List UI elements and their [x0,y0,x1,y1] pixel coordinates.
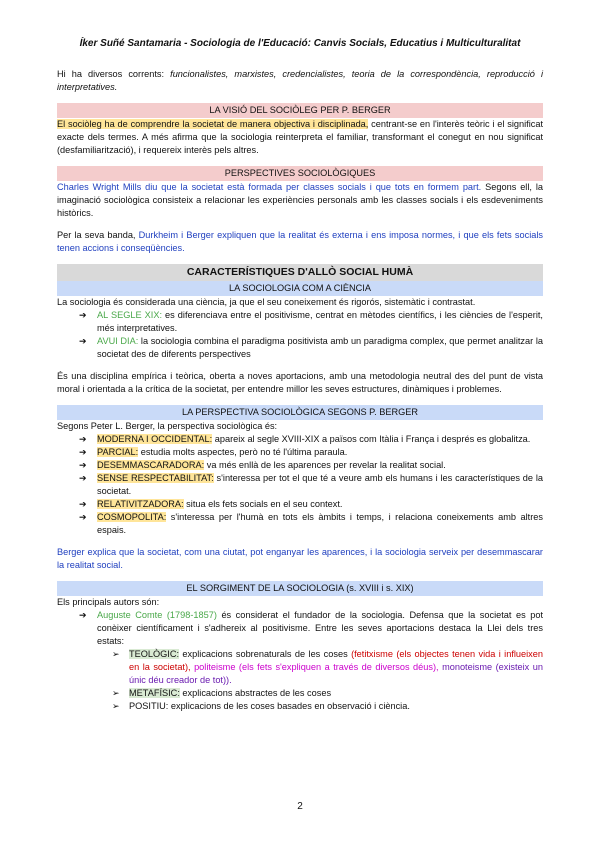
sub-arrow-icon: ➢ [112,701,120,711]
arrow-icon: ➔ [79,610,87,620]
section-title-berger-perspective: LA PERSPECTIVA SOCIOLÒGICA SEGONS P. BERGER [57,405,543,420]
metafisic-label: METAFÍSIC: [129,688,180,698]
main-section-title: CARACTERÍSTIQUES D'ALLÒ SOCIAL HUMÀ [57,264,543,281]
berger-perspective-list [57,433,543,537]
sub-arrow-icon: ➢ [112,688,120,698]
list-item [57,309,543,335]
intro-currents: funcionalistes, marxistes, credencialistes, teoria de la correspondència, reproducció i interpretatives. [57,69,543,92]
arrow-icon: ➔ [79,336,87,346]
list-item [57,472,543,498]
item-label: RELATIVITZADORA: [97,499,184,509]
durkheim-lead: Per la seva banda, [57,230,139,240]
berger-city-paragraph: Berger explica que la societat, com una ciutat, pot enganyar les aparences, i la sociologia serveix per desemmascarar la realitat social. [57,547,543,570]
discipline-paragraph: És una disciplina empírica i teòrica, oberta a noves aportacions, amb una metodologia neutral des del punt de vista moral i orientada a la crítica de la societat, per entendre millor les seves estructures, dinàmiques i problemes. [57,371,543,394]
positiu-label: POSITIU: [129,701,169,711]
arrow-icon: ➔ [79,434,87,444]
list-item [57,511,543,537]
arrow-icon: ➔ [79,310,87,320]
item-text: situa els fets socials en el seu context. [183,499,343,509]
origins-intro: Els principals autors són: [57,597,160,607]
list-item [57,700,543,713]
arrow-icon: ➔ [79,460,87,470]
item-label: DESEMMASCARADORA: [97,460,205,470]
intro-paragraph [57,68,543,94]
berger-perspective-intro: Segons Peter L. Berger, la perspectiva sociològica és: [57,421,278,431]
mills-text: Segons ell, la imaginació sociològica consisteix a relacionar les experiències personals amb les classes socials i els esdeveniments històrics. [57,182,543,218]
politeisme-text: politeisme (els fets s'expliquen a través de diversos déus), [190,662,439,672]
science-list [57,309,543,361]
item-text: s'interessa per tot el que té a veure amb els humans i les característiques de la societat. [97,473,543,496]
science-paragraph: La sociologia és considerada una ciència, ja que el seu coneixement és rigorós, sistemàtic i contrastat. [57,297,476,307]
list-item [57,687,543,700]
item-text: la sociologia combina el paradigma positivista amb un paradigma complex, que permet analitzar la societat des de diferents perspectives [97,336,543,359]
item-text: va més enllà de les aparences per revelar la realitat social. [204,460,446,470]
item-label: PARCIAL: [97,447,139,457]
mills-paragraph [57,181,543,220]
arrow-icon: ➔ [79,499,87,509]
list-item [57,498,543,511]
list-item [57,335,543,361]
item-text: es diferenciava entre el positivisme, centrat en mètodes científics, i les ciències de l'esperit, més interpretatives. [97,310,543,333]
item-label: AL SEGLE XIX: [97,310,162,320]
page-number: 2 [297,801,303,812]
item-label: AVUI DIA: [97,336,139,346]
page-content [57,68,543,713]
teologic-label: TEOLÒGIC: [129,649,180,659]
arrow-icon: ➔ [79,473,87,483]
arrow-icon: ➔ [79,512,87,522]
list-item [57,609,543,648]
item-label: MODERNA I OCCIDENTAL: [97,434,213,444]
intro-lead: Hi ha diversos corrents: [57,69,171,79]
section-title-origins: EL SORGIMENT DE LA SOCIOLOGIA (s. XVIII i s. XIX) [57,581,543,596]
metafisic-text: explicacions abstractes de les coses [179,688,332,698]
comte-text: és considerat el fundador de la sociologia. Defensa que la societat es pot conèixer científicament i s'adhereix al positivisme. Entre les seves aportacions destaca la Llei dels tres estats: [97,610,543,646]
section-title-berger-vision: LA VISIÓ DEL SOCIÒLEG PER P. BERGER [57,103,543,118]
durkheim-paragraph [57,229,543,255]
positiu-text: explicacions de les coses basades en observació i ciència. [168,701,410,711]
list-item [57,648,543,687]
item-label: COSMOPOLITA: [97,512,167,522]
section-title-perspectives: PERSPECTIVES SOCIOLÒGIQUES [57,166,543,181]
document-header: Íker Suñé Santamaria - Sociologia de l'Educació: Canvis Socials, Educatius i Multiculturalitat [79,38,521,49]
item-text: apareix al segle XVIII-XIX a països com Itàlia i França i després es globalitza. [212,434,531,444]
list-item [57,446,543,459]
berger-vision-text: centrant-se en l'interès teòric i el significat exacte dels termes. A més afirma que la sociologia reinterpreta el familiar, transformant el conegut en nou significat (desfamiliarització), i requereix interès pels altres. [57,119,543,155]
sub-arrow-icon: ➢ [112,649,120,659]
origins-list [57,609,543,713]
berger-vision-highlight: El sociòleg ha de comprendre la societat de manera objectiva i disciplinada, [57,119,369,129]
durkheim-highlight: Durkheim i Berger expliquen que la realitat és externa i ens imposa normes, i que els fets socials tenen accions i conseqüències. [57,230,543,253]
item-text: s'interessa per l'humà en tots els àmbits i temps, i relaciona coneixements amb altres espais. [97,512,543,535]
arrow-icon: ➔ [79,447,87,457]
berger-vision-paragraph [57,118,543,157]
item-text: estudia molts aspectes, però no té l'última paraula. [138,447,348,457]
item-label: SENSE RESPECTABILITAT: [97,473,214,483]
section-title-science: LA SOCIOLOGIA COM A CIÈNCIA [57,281,543,296]
teologic-text: explicacions sobrenaturals de les coses [179,649,352,659]
fetitxisme-text: (fetitxisme (els objectes tenen vida i influeixen en la societat), [129,649,543,672]
comte-name: Auguste Comte (1798-1857) [97,610,217,620]
mills-highlight: Charles Wright Mills diu que la societat està formada per classes socials i que tots en formem part. [57,182,482,192]
monoteisme-text: monoteisme (existeix un únic déu creador de tot)). [129,662,543,685]
list-item [57,459,543,472]
list-item [57,433,543,446]
